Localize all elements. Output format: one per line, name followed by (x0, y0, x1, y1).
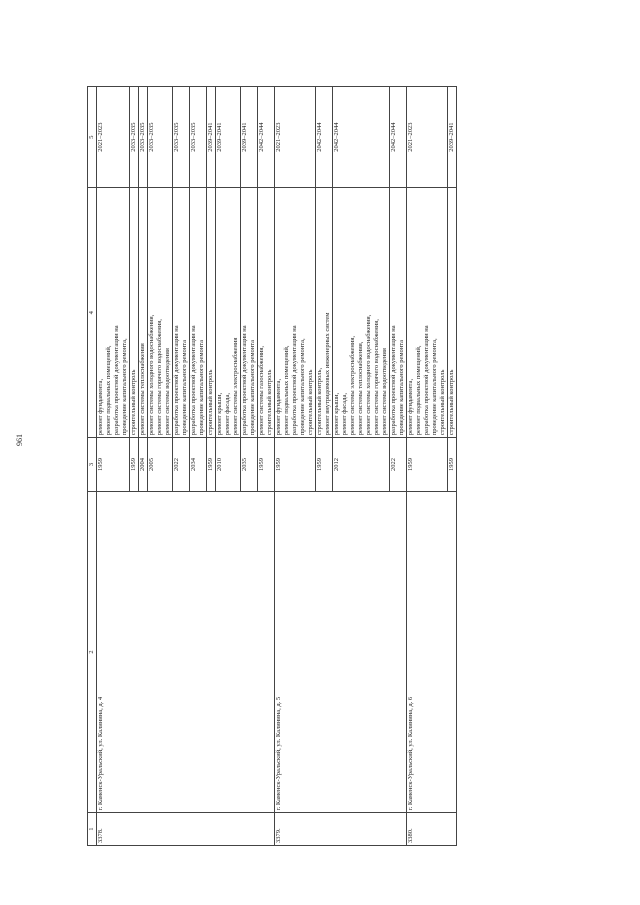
work-item: ремонт подвальных помещений, (415, 345, 422, 436)
work-item: разработка проектной документации на (390, 325, 397, 436)
work-item: ремонт подвальных помещений, (105, 345, 112, 436)
column-number: 4 (88, 188, 97, 438)
work-item: ремонт фундамента, (407, 378, 414, 436)
entry-number: 3378. (97, 813, 275, 846)
work-item: разработка проектной документации на (241, 325, 248, 436)
work-item: ремонт системы газоснабжения, (258, 345, 265, 436)
work-item: проведение капитального ремонта (398, 340, 405, 436)
period-cell: 2033–2035 (173, 87, 190, 188)
work-item: строительный контроль (130, 369, 137, 436)
period-cell: 2033–2035 (190, 87, 207, 188)
year-cell: 1959 (97, 438, 130, 492)
year-cell: 2035 (241, 438, 258, 492)
column-number: 5 (88, 87, 97, 188)
year-cell: 2012 (333, 438, 390, 492)
work-item: строительный контроль, (316, 367, 323, 436)
period-cell: 2021–2023 (275, 87, 316, 188)
period-cell: 2033–2035 (148, 87, 173, 188)
work-item: ремонт системы водоотведения (164, 348, 171, 436)
work-list-cell (207, 188, 216, 438)
work-item: ремонт системы горячего водоснабжения, (373, 319, 380, 436)
table-row (407, 87, 448, 846)
entry-number: 3380. (407, 813, 457, 846)
work-list-cell (258, 188, 275, 438)
work-item: ремонт системы холодного водоснабжения, (365, 314, 372, 436)
work-item: ремонт крыши, (216, 392, 223, 436)
year-cell: 2034 (190, 438, 207, 492)
work-item: ремонт фасада, (224, 393, 231, 436)
work-item: ремонт крыши, (333, 392, 340, 436)
table-row (97, 87, 130, 846)
work-list-cell (148, 188, 173, 438)
work-item: строительный контроль (448, 369, 455, 436)
work-item: строительный контроль (207, 369, 214, 436)
work-item: проведение капитального ремонта (198, 340, 205, 436)
column-number: 1 (88, 813, 97, 846)
work-item: проведение капитального ремонта, (299, 338, 306, 436)
year-cell: 1959 (258, 438, 275, 492)
period-cell: 2042–2044 (390, 87, 407, 188)
work-item: проведение капитального ремонта, (431, 338, 438, 436)
work-item: разработка проектной документации на (190, 325, 197, 436)
work-item: строительный контроль (439, 369, 446, 436)
year-cell: 1959 (207, 438, 216, 492)
period-cell: 2039–2041 (241, 87, 258, 188)
period-cell: 2021–2023 (407, 87, 448, 188)
year-cell: 2004 (139, 438, 148, 492)
work-item: проведение капитального ремонта (249, 340, 256, 436)
work-list-cell (390, 188, 407, 438)
work-item: ремонт внутридомовых инженерных систем (324, 312, 331, 436)
column-number: 3 (88, 438, 97, 492)
work-list-cell (130, 188, 139, 438)
period-cell: 2042–2044 (333, 87, 390, 188)
period-cell: 2033–2035 (130, 87, 139, 188)
period-cell: 2039–2041 (207, 87, 216, 188)
work-list-cell (139, 188, 148, 438)
work-list-cell (275, 188, 316, 438)
work-item: ремонт системы электроснабжения (232, 337, 239, 436)
work-list-cell (241, 188, 258, 438)
work-item: ремонт фундамента, (97, 378, 104, 436)
work-item: ремонт фасада, (341, 393, 348, 436)
work-list-cell (407, 188, 448, 438)
period-cell: 2042–2044 (258, 87, 275, 188)
period-cell: 2039–2041 (216, 87, 241, 188)
work-list-cell (316, 188, 333, 438)
page-number: 961 (15, 434, 24, 446)
work-item: разработка проектной документации на (113, 325, 120, 436)
building-address: г. Каменск-Уральский, ул. Калинина, д. 6 (407, 491, 457, 812)
year-cell: 2005 (148, 438, 173, 492)
period-cell: 2039–2041 (448, 87, 457, 188)
year-cell: 1959 (275, 438, 316, 492)
column-number: 2 (88, 491, 97, 812)
entry-number: 3379. (275, 813, 407, 846)
work-item: проведение капитального ремонта (181, 340, 188, 436)
work-item: разработка проектной документации на (173, 325, 180, 436)
work-item: строительный контроль (266, 369, 273, 436)
building-address: г. Каменск-Уральский, ул. Калинина, д. 4 (97, 491, 275, 812)
year-cell: 1959 (130, 438, 139, 492)
work-item: проведение капитального ремонта, (121, 338, 128, 436)
year-cell: 2022 (173, 438, 190, 492)
building-address: г. Каменск-Уральский, ул. Калинина, д. 5 (275, 491, 407, 812)
period-cell: 2033–2035 (139, 87, 148, 188)
year-cell: 1959 (407, 438, 448, 492)
work-item: ремонт подвальных помещений, (283, 345, 290, 436)
year-cell: 1959 (448, 438, 457, 492)
work-item: ремонт системы теплоснабжения, (357, 341, 364, 436)
work-list-cell (333, 188, 390, 438)
work-item: ремонт системы водоотведения (381, 348, 388, 436)
capital-repair-table (87, 86, 457, 846)
year-cell: 2022 (390, 438, 407, 492)
year-cell: 2010 (216, 438, 241, 492)
work-list-cell (97, 188, 130, 438)
work-list-cell (173, 188, 190, 438)
work-item: ремонт системы электроснабжения, (349, 336, 356, 436)
capital-repair-table-page (87, 86, 597, 846)
year-cell: 1959 (316, 438, 333, 492)
column-number-row (88, 87, 97, 846)
work-item: ремонт системы холодного водоснабжения, (148, 314, 155, 436)
work-item: ремонт системы горячего водоснабжения, (156, 319, 163, 436)
work-list-cell (190, 188, 207, 438)
table-row (275, 87, 316, 846)
work-list-cell (448, 188, 457, 438)
work-item: ремонт фундамента, (275, 378, 282, 436)
work-item: строительный контроль (307, 369, 314, 436)
period-cell: 2042–2044 (316, 87, 333, 188)
work-item: разработка проектной документации на (291, 325, 298, 436)
work-item: разработка проектной документации на (423, 325, 430, 436)
work-item: ремонт системы теплоснабжения (139, 343, 146, 436)
period-cell: 2021–2023 (97, 87, 130, 188)
work-list-cell (216, 188, 241, 438)
